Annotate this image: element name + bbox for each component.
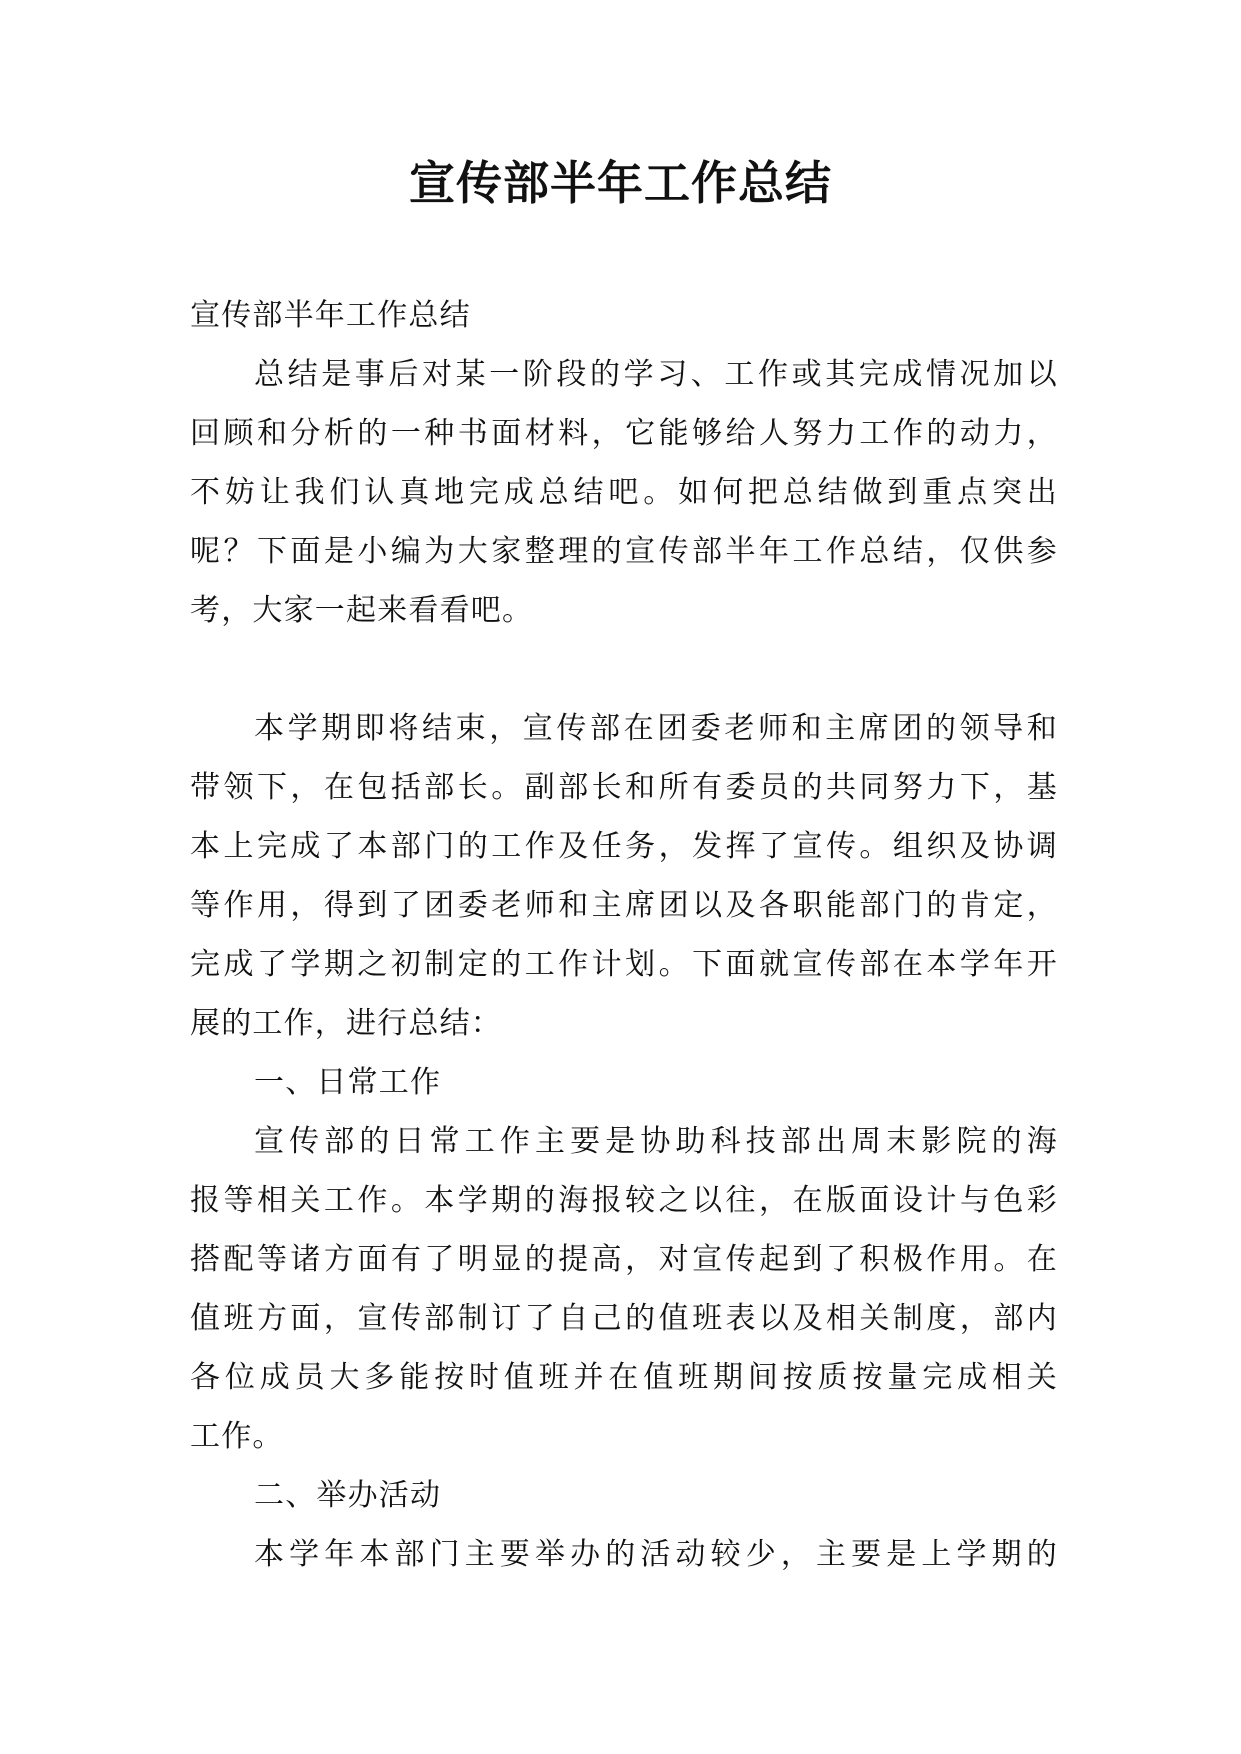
paragraph-line: 报等相关工作。本学期的海报较之以往，在版面设计与色彩 — [190, 1183, 1058, 1218]
paragraph-line: 呢？下面是小编为大家整理的宣传部半年工作总结，仅供参 — [190, 534, 1058, 569]
section-heading: 一、日常工作 — [254, 1065, 442, 1100]
paragraph-line: 各位成员大多能按时值班并在值班期间按质按量完成相关 — [190, 1360, 1058, 1395]
paragraph-line: 回顾和分析的一种书面材料，它能够给人努力工作的动力， — [190, 416, 1058, 451]
paragraph-line: 本上完成了本部门的工作及任务，发挥了宣传。组织及协调 — [190, 829, 1058, 864]
paragraph-line: 完成了学期之初制定的工作计划。下面就宣传部在本学年开 — [190, 947, 1058, 982]
paragraph-line: 总结是事后对某一阶段的学习、工作或其完成情况加以 — [254, 357, 1058, 392]
paragraph-line: 考，大家一起来看看吧。 — [190, 593, 534, 628]
paragraph-line: 本学期即将结束，宣传部在团委老师和主席团的领导和 — [254, 711, 1058, 746]
paragraph-spacer — [190, 640, 1058, 699]
body-paragraph — [190, 699, 1058, 1053]
paragraph-line: 带领下，在包括部长。副部长和所有委员的共同努力下，基 — [190, 770, 1058, 805]
document-title: 宣传部半年工作总结 — [409, 156, 832, 210]
paragraph-line: 工作。 — [190, 1419, 284, 1454]
section-paragraph — [190, 1112, 1058, 1466]
section-paragraph — [190, 1525, 1058, 1584]
paragraph-line: 等作用，得到了团委老师和主席团以及各职能部门的肯定， — [190, 888, 1058, 923]
paragraph-line: 本学年本部门主要举办的活动较少，主要是上学期的 — [254, 1537, 1058, 1572]
paragraph-line: 展的工作，进行总结： — [190, 1006, 502, 1041]
paragraph-line: 值班方面，宣传部制订了自己的值班表以及相关制度，部内 — [190, 1301, 1058, 1336]
section-heading: 二、举办活动 — [254, 1478, 442, 1513]
document-subtitle: 宣传部半年工作总结 — [190, 298, 471, 333]
document-body — [190, 286, 1058, 1584]
paragraph-line: 不妨让我们认真地完成总结吧。如何把总结做到重点突出 — [190, 475, 1058, 510]
intro-paragraph — [190, 345, 1058, 640]
paragraph-line: 搭配等诸方面有了明显的提高，对宣传起到了积极作用。在 — [190, 1242, 1058, 1277]
paragraph-line: 宣传部的日常工作主要是协助科技部出周末影院的海 — [254, 1124, 1058, 1159]
